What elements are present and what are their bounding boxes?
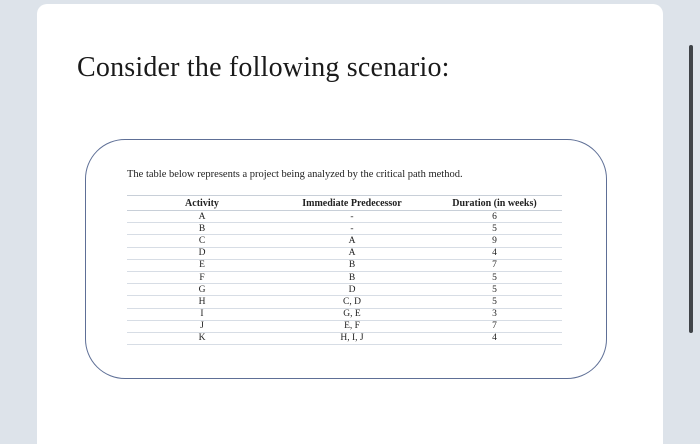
cell-predecessor: C, D bbox=[277, 296, 427, 308]
cell-activity: F bbox=[127, 271, 277, 283]
cell-predecessor: H, I, J bbox=[277, 332, 427, 344]
table-row bbox=[127, 271, 562, 283]
cell-predecessor: D bbox=[277, 284, 427, 296]
intro-text: The table below represents a project being analyzed by the critical path method. bbox=[127, 169, 463, 180]
cell-predecessor: B bbox=[277, 259, 427, 271]
cell-duration: 6 bbox=[427, 211, 562, 223]
cell-activity: H bbox=[127, 296, 277, 308]
cell-activity: K bbox=[127, 332, 277, 344]
table-header-row bbox=[127, 196, 562, 211]
table-row bbox=[127, 247, 562, 259]
table-row bbox=[127, 332, 562, 344]
cell-activity: G bbox=[127, 284, 277, 296]
table-row bbox=[127, 284, 562, 296]
table-row bbox=[127, 211, 562, 223]
cell-predecessor: A bbox=[277, 235, 427, 247]
page-title: Consider the following scenario: bbox=[77, 52, 450, 83]
cell-predecessor: G, E bbox=[277, 308, 427, 320]
cell-activity: J bbox=[127, 320, 277, 332]
table-row bbox=[127, 223, 562, 235]
table-row bbox=[127, 259, 562, 271]
cell-activity: B bbox=[127, 223, 277, 235]
cell-activity: I bbox=[127, 308, 277, 320]
cell-duration: 4 bbox=[427, 332, 562, 344]
cell-predecessor: E, F bbox=[277, 320, 427, 332]
table-row bbox=[127, 308, 562, 320]
cell-duration: 7 bbox=[427, 320, 562, 332]
activity-table bbox=[127, 195, 562, 345]
table-body bbox=[127, 211, 562, 345]
cell-activity: D bbox=[127, 247, 277, 259]
scenario-box bbox=[85, 139, 607, 379]
cell-activity: C bbox=[127, 235, 277, 247]
header-predecessor: Immediate Predecessor bbox=[277, 196, 427, 211]
header-duration: Duration (in weeks) bbox=[427, 196, 562, 211]
cell-activity: A bbox=[127, 211, 277, 223]
question-card bbox=[37, 4, 663, 444]
table-row bbox=[127, 296, 562, 308]
cell-predecessor: - bbox=[277, 223, 427, 235]
header-activity: Activity bbox=[127, 196, 277, 211]
cell-duration: 9 bbox=[427, 235, 562, 247]
cell-duration: 7 bbox=[427, 259, 562, 271]
table-row bbox=[127, 235, 562, 247]
cell-predecessor: B bbox=[277, 271, 427, 283]
cell-duration: 4 bbox=[427, 247, 562, 259]
cell-duration: 5 bbox=[427, 284, 562, 296]
table-row bbox=[127, 320, 562, 332]
cell-duration: 3 bbox=[427, 308, 562, 320]
cell-duration: 5 bbox=[427, 296, 562, 308]
cell-predecessor: A bbox=[277, 247, 427, 259]
scrollbar[interactable] bbox=[689, 45, 693, 333]
cell-predecessor: - bbox=[277, 211, 427, 223]
cell-activity: E bbox=[127, 259, 277, 271]
cell-duration: 5 bbox=[427, 223, 562, 235]
cell-duration: 5 bbox=[427, 271, 562, 283]
